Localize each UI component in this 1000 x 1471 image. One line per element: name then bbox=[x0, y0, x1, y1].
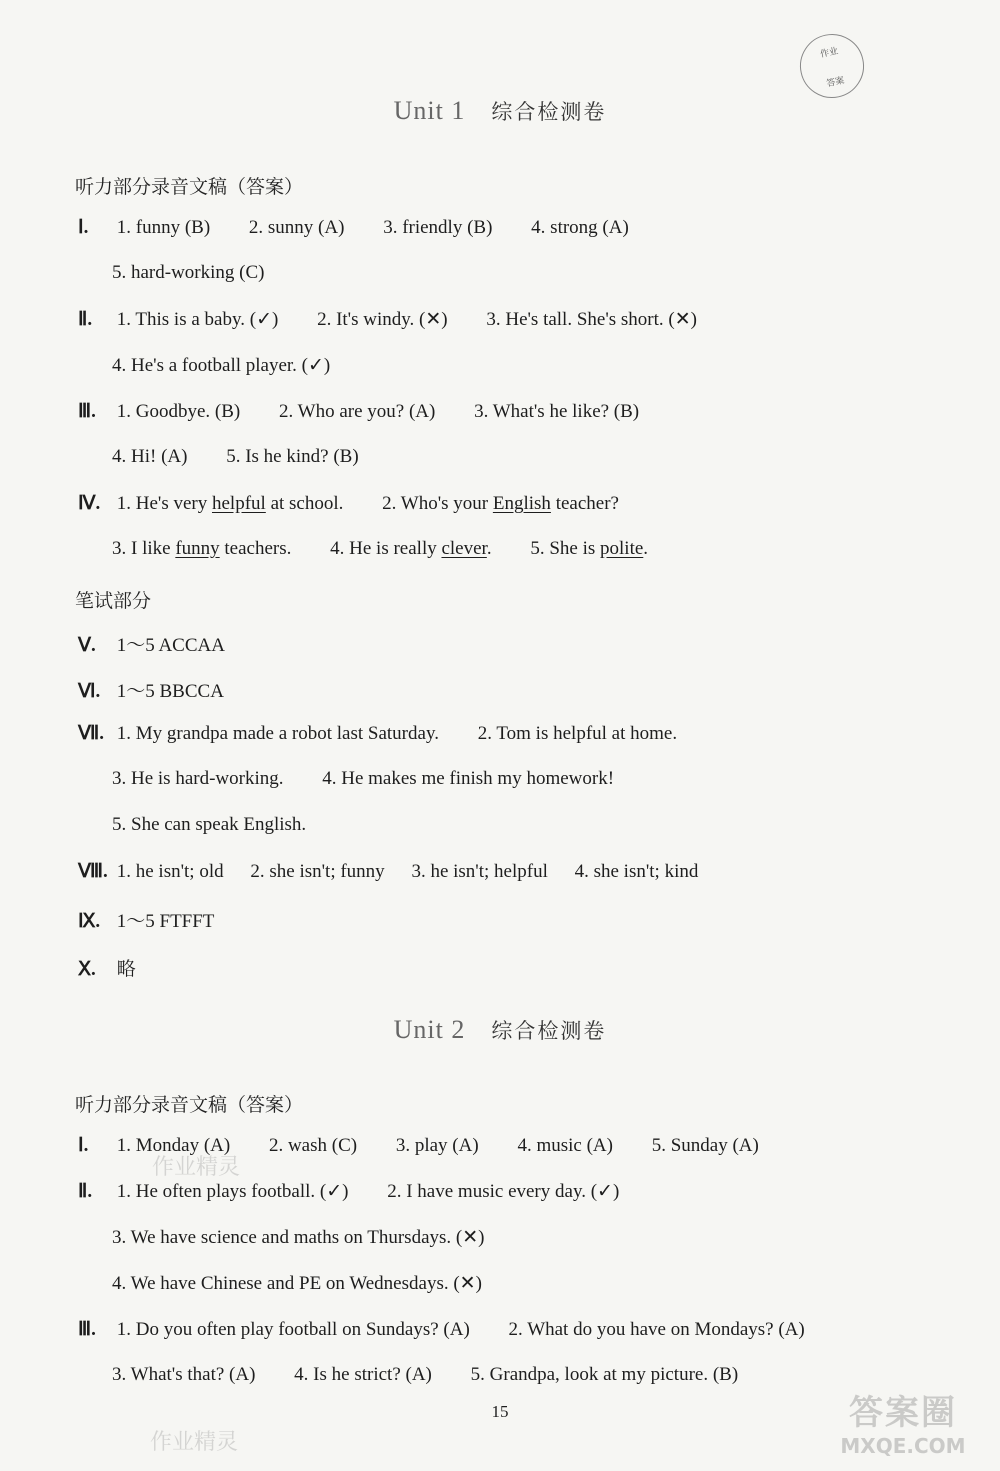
answer-item: 3. play (A) bbox=[395, 1135, 479, 1156]
faint-watermark-bottom: 作业精灵 bbox=[150, 1430, 239, 1455]
answer-item: 2. Tom is helpful at home. bbox=[477, 723, 678, 744]
page-number: 15 bbox=[491, 1402, 509, 1421]
answer-item: 4. We have Chinese and PE on Wednesdays. (✕) bbox=[112, 1273, 482, 1294]
unit1-section2-line1 bbox=[78, 308, 731, 331]
sentence-part: at school. bbox=[265, 493, 344, 514]
unit1-section7-line1 bbox=[78, 722, 711, 745]
section-number: Ⅰ. bbox=[78, 1135, 89, 1156]
sentence-part: 3. I like bbox=[112, 538, 176, 559]
sentence-part: teacher? bbox=[550, 493, 619, 514]
answer-item: 4. music (A) bbox=[517, 1135, 613, 1156]
unit2-section2-line1 bbox=[78, 1180, 653, 1203]
section-number: Ⅹ. bbox=[78, 959, 96, 980]
unit2-title-cn: 综合检测卷 bbox=[491, 1019, 607, 1043]
answer-item: 4. strong (A) bbox=[531, 217, 629, 238]
answer-item: 2. I have music every day. (✓) bbox=[387, 1181, 620, 1202]
stamp-text-1: 作业 bbox=[819, 46, 840, 61]
answer-item: 1. This is a baby. (✓) bbox=[116, 309, 279, 330]
unit1-section3-line1 bbox=[78, 400, 673, 423]
underlined-word: helpful bbox=[211, 493, 266, 514]
corner-stamp bbox=[794, 28, 870, 104]
answer-item: 5. She can speak English. bbox=[112, 814, 307, 835]
answer-item: 4. He's a football player. (✓) bbox=[112, 355, 331, 376]
answer-item: 1. Do you often play football on Sundays? (A) bbox=[116, 1319, 470, 1340]
section-number: Ⅴ. bbox=[78, 635, 96, 656]
answer-item: 4. she isn't; kind bbox=[574, 861, 699, 882]
sentence-part: . bbox=[643, 538, 649, 559]
answer-text: 1～5 FTFFT bbox=[116, 911, 215, 932]
answer-item: 1. Goodbye. (B) bbox=[116, 401, 241, 422]
answer-item: 5. Is he kind? (B) bbox=[226, 446, 359, 467]
answer-item: 4. Hi! (A) bbox=[112, 446, 188, 467]
unit1-section10 bbox=[78, 954, 136, 981]
answer-item: 1. He often plays football. (✓) bbox=[116, 1181, 349, 1202]
unit1-section7-line3 bbox=[112, 814, 340, 836]
underlined-word: clever bbox=[441, 538, 487, 559]
section-number: Ⅲ. bbox=[78, 401, 96, 422]
sentence-part: 2. Who's your bbox=[382, 493, 493, 514]
unit2-section2-line3 bbox=[112, 1272, 516, 1295]
unit1-title-cn: 综合检测卷 bbox=[491, 100, 607, 124]
unit1-listening-heading: 听力部分录音文稿（答案） bbox=[75, 176, 304, 198]
unit2-section2-line2 bbox=[112, 1226, 518, 1249]
faint-watermark-mid: 作业精灵 bbox=[152, 1155, 241, 1180]
unit1-section9 bbox=[78, 906, 214, 933]
unit2-title bbox=[0, 1015, 1000, 1045]
answer-item: 3. friendly (B) bbox=[383, 217, 493, 238]
answer-item: 4. Is he strict? (A) bbox=[294, 1364, 432, 1385]
sentence-part: 4. He is really bbox=[330, 538, 442, 559]
unit1-title bbox=[0, 96, 1000, 126]
unit1-section7-line2 bbox=[112, 768, 648, 790]
answer-text: 1～5 BBCCA bbox=[116, 681, 224, 702]
sentence-part: teachers. bbox=[219, 538, 292, 559]
unit2-title-en: Unit 2 bbox=[393, 1015, 466, 1044]
sentence-part: . bbox=[486, 538, 492, 559]
section-number: Ⅷ. bbox=[78, 861, 108, 882]
answer-item: 1. Monday (A) bbox=[116, 1135, 231, 1156]
answer-item: 3. What's that? (A) bbox=[112, 1364, 256, 1385]
answer-text: 1～5 ACCAA bbox=[116, 635, 225, 656]
answer-item: 3. What's he like? (B) bbox=[474, 401, 640, 422]
section-number: Ⅳ. bbox=[78, 493, 101, 514]
answer-item: 5. hard-working (C) bbox=[112, 262, 265, 283]
section-number: Ⅰ. bbox=[78, 217, 89, 238]
unit1-section8 bbox=[78, 860, 698, 883]
unit1-section4-line1 bbox=[78, 492, 619, 515]
unit1-title-en: Unit 1 bbox=[393, 96, 466, 125]
unit1-section5 bbox=[78, 630, 225, 657]
answer-item: 2. wash (C) bbox=[268, 1135, 358, 1156]
section-number: Ⅱ. bbox=[78, 1181, 93, 1202]
answer-item: 3. He's tall. She's short. (✕) bbox=[486, 309, 697, 330]
answer-item: 4. He makes me finish my homework! bbox=[322, 768, 615, 789]
answer-text: 略 bbox=[116, 958, 136, 980]
unit1-section2-line2 bbox=[112, 354, 364, 377]
section-number: Ⅸ. bbox=[78, 911, 101, 932]
underlined-word: funny bbox=[175, 538, 220, 559]
unit1-section3-line2 bbox=[112, 446, 393, 468]
answer-item: 3. We have science and maths on Thursdays. (✕) bbox=[112, 1227, 485, 1248]
answer-item: 2. It's windy. (✕) bbox=[317, 309, 448, 330]
answer-item: 2. Who are you? (A) bbox=[278, 401, 436, 422]
section-number: Ⅶ. bbox=[78, 723, 105, 744]
sentence-part: 5. She is bbox=[530, 538, 601, 559]
answer-item: 2. What do you have on Mondays? (A) bbox=[508, 1319, 805, 1340]
unit1-section1-line2 bbox=[112, 262, 299, 284]
answer-item: 1. My grandpa made a robot last Saturday. bbox=[116, 723, 439, 744]
answer-item: 5. Sunday (A) bbox=[651, 1135, 759, 1156]
section-number: Ⅱ. bbox=[78, 309, 93, 330]
unit2-listening-heading: 听力部分录音文稿（答案） bbox=[75, 1094, 304, 1116]
unit1-section4-line2 bbox=[112, 538, 648, 560]
answer-item: 1. funny (B) bbox=[116, 217, 211, 238]
unit2-section3-line2 bbox=[112, 1364, 738, 1386]
watermark-url: MXQE.COM bbox=[840, 1434, 966, 1458]
site-watermark bbox=[828, 1385, 978, 1465]
section-number: Ⅵ. bbox=[78, 681, 101, 702]
answer-item: 5. Grandpa, look at my picture. (B) bbox=[470, 1364, 739, 1385]
stamp-text-2: 答案 bbox=[825, 75, 846, 90]
unit1-written-heading: 笔试部分 bbox=[75, 590, 152, 612]
watermark-logo-text: 答案圈 bbox=[849, 1393, 957, 1433]
unit2-section3-line1 bbox=[78, 1318, 839, 1341]
underlined-word: English bbox=[492, 493, 551, 514]
underlined-word: polite bbox=[600, 538, 644, 559]
answer-item: 3. He is hard-working. bbox=[112, 768, 284, 789]
answer-item: 2. she isn't; funny bbox=[250, 861, 385, 882]
section-number: Ⅲ. bbox=[78, 1319, 96, 1340]
answer-item: 3. he isn't; helpful bbox=[411, 861, 548, 882]
answer-item: 1. he isn't; old bbox=[116, 861, 224, 882]
unit1-section1-line1 bbox=[78, 216, 663, 239]
answer-item: 2. sunny (A) bbox=[248, 217, 345, 238]
sentence-part: 1. He's very bbox=[116, 493, 212, 514]
unit1-section6 bbox=[78, 676, 224, 703]
